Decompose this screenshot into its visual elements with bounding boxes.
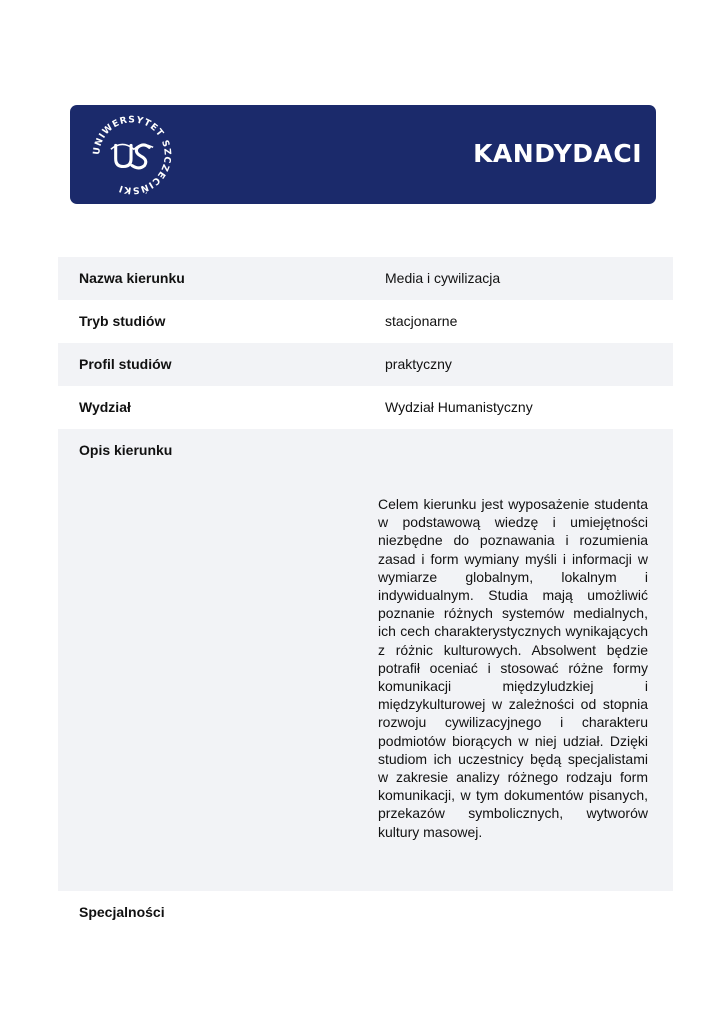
row-value: praktyczny [385,356,452,372]
course-description-text: Celem kierunku jest wyposażenie studenta w podstawową wiedzę i umiejętności niezbędne do poznawania i rozumienia zasad i form wymiany myśli i informacji w wymiarze globalnym, lokalnym i indywidualnym. Studia mają umożliwić poznanie różnych systemów medialnych, ich cech charakterystycznych wynikających z różnic kulturowych. Absolwent będzie potrafił oceniać i stosować różne formy komunikacji międzyludzkiej i międzykulturowej w zależności od stopnia rozwoju cywilizacyjnego i charakteru podmiotów biorących w niej udział. Dzięki studiom ich uczestnicy będą specjalistami w zakresie analizy różnego rodzaju form komunikacji, w tym dokumentów pisanych, przekazów symbolicznych, wytworów kultury masowej. [378,496,648,840]
row-value: stacjonarne [385,313,458,329]
table-row-study-mode [58,300,673,343]
table-row-description [58,429,673,891]
course-info-table [58,257,673,934]
table-row-faculty [58,386,673,429]
row-label: Opis kierunku [79,442,173,458]
row-value: Media i cywilizacja [385,270,501,286]
row-label: Profil studiów [79,356,172,372]
row-label: Wydział [79,399,131,415]
university-logo [84,107,180,203]
row-value: Wydział Humanistyczny [385,399,533,415]
table-row-course-name [58,257,673,300]
banner-title: KANDYDACI [473,139,642,168]
table-row-specializations [58,891,673,934]
table-row-study-profile [58,343,673,386]
row-label: Tryb studiów [79,313,166,329]
svg-text:UNIWERSYTET SZCZECIŃSKI: UNIWERSYTET SZCZECIŃSKI [92,115,172,195]
row-label: Specjalności [79,904,165,920]
row-label: Nazwa kierunku [79,270,185,286]
header-banner [70,105,656,204]
